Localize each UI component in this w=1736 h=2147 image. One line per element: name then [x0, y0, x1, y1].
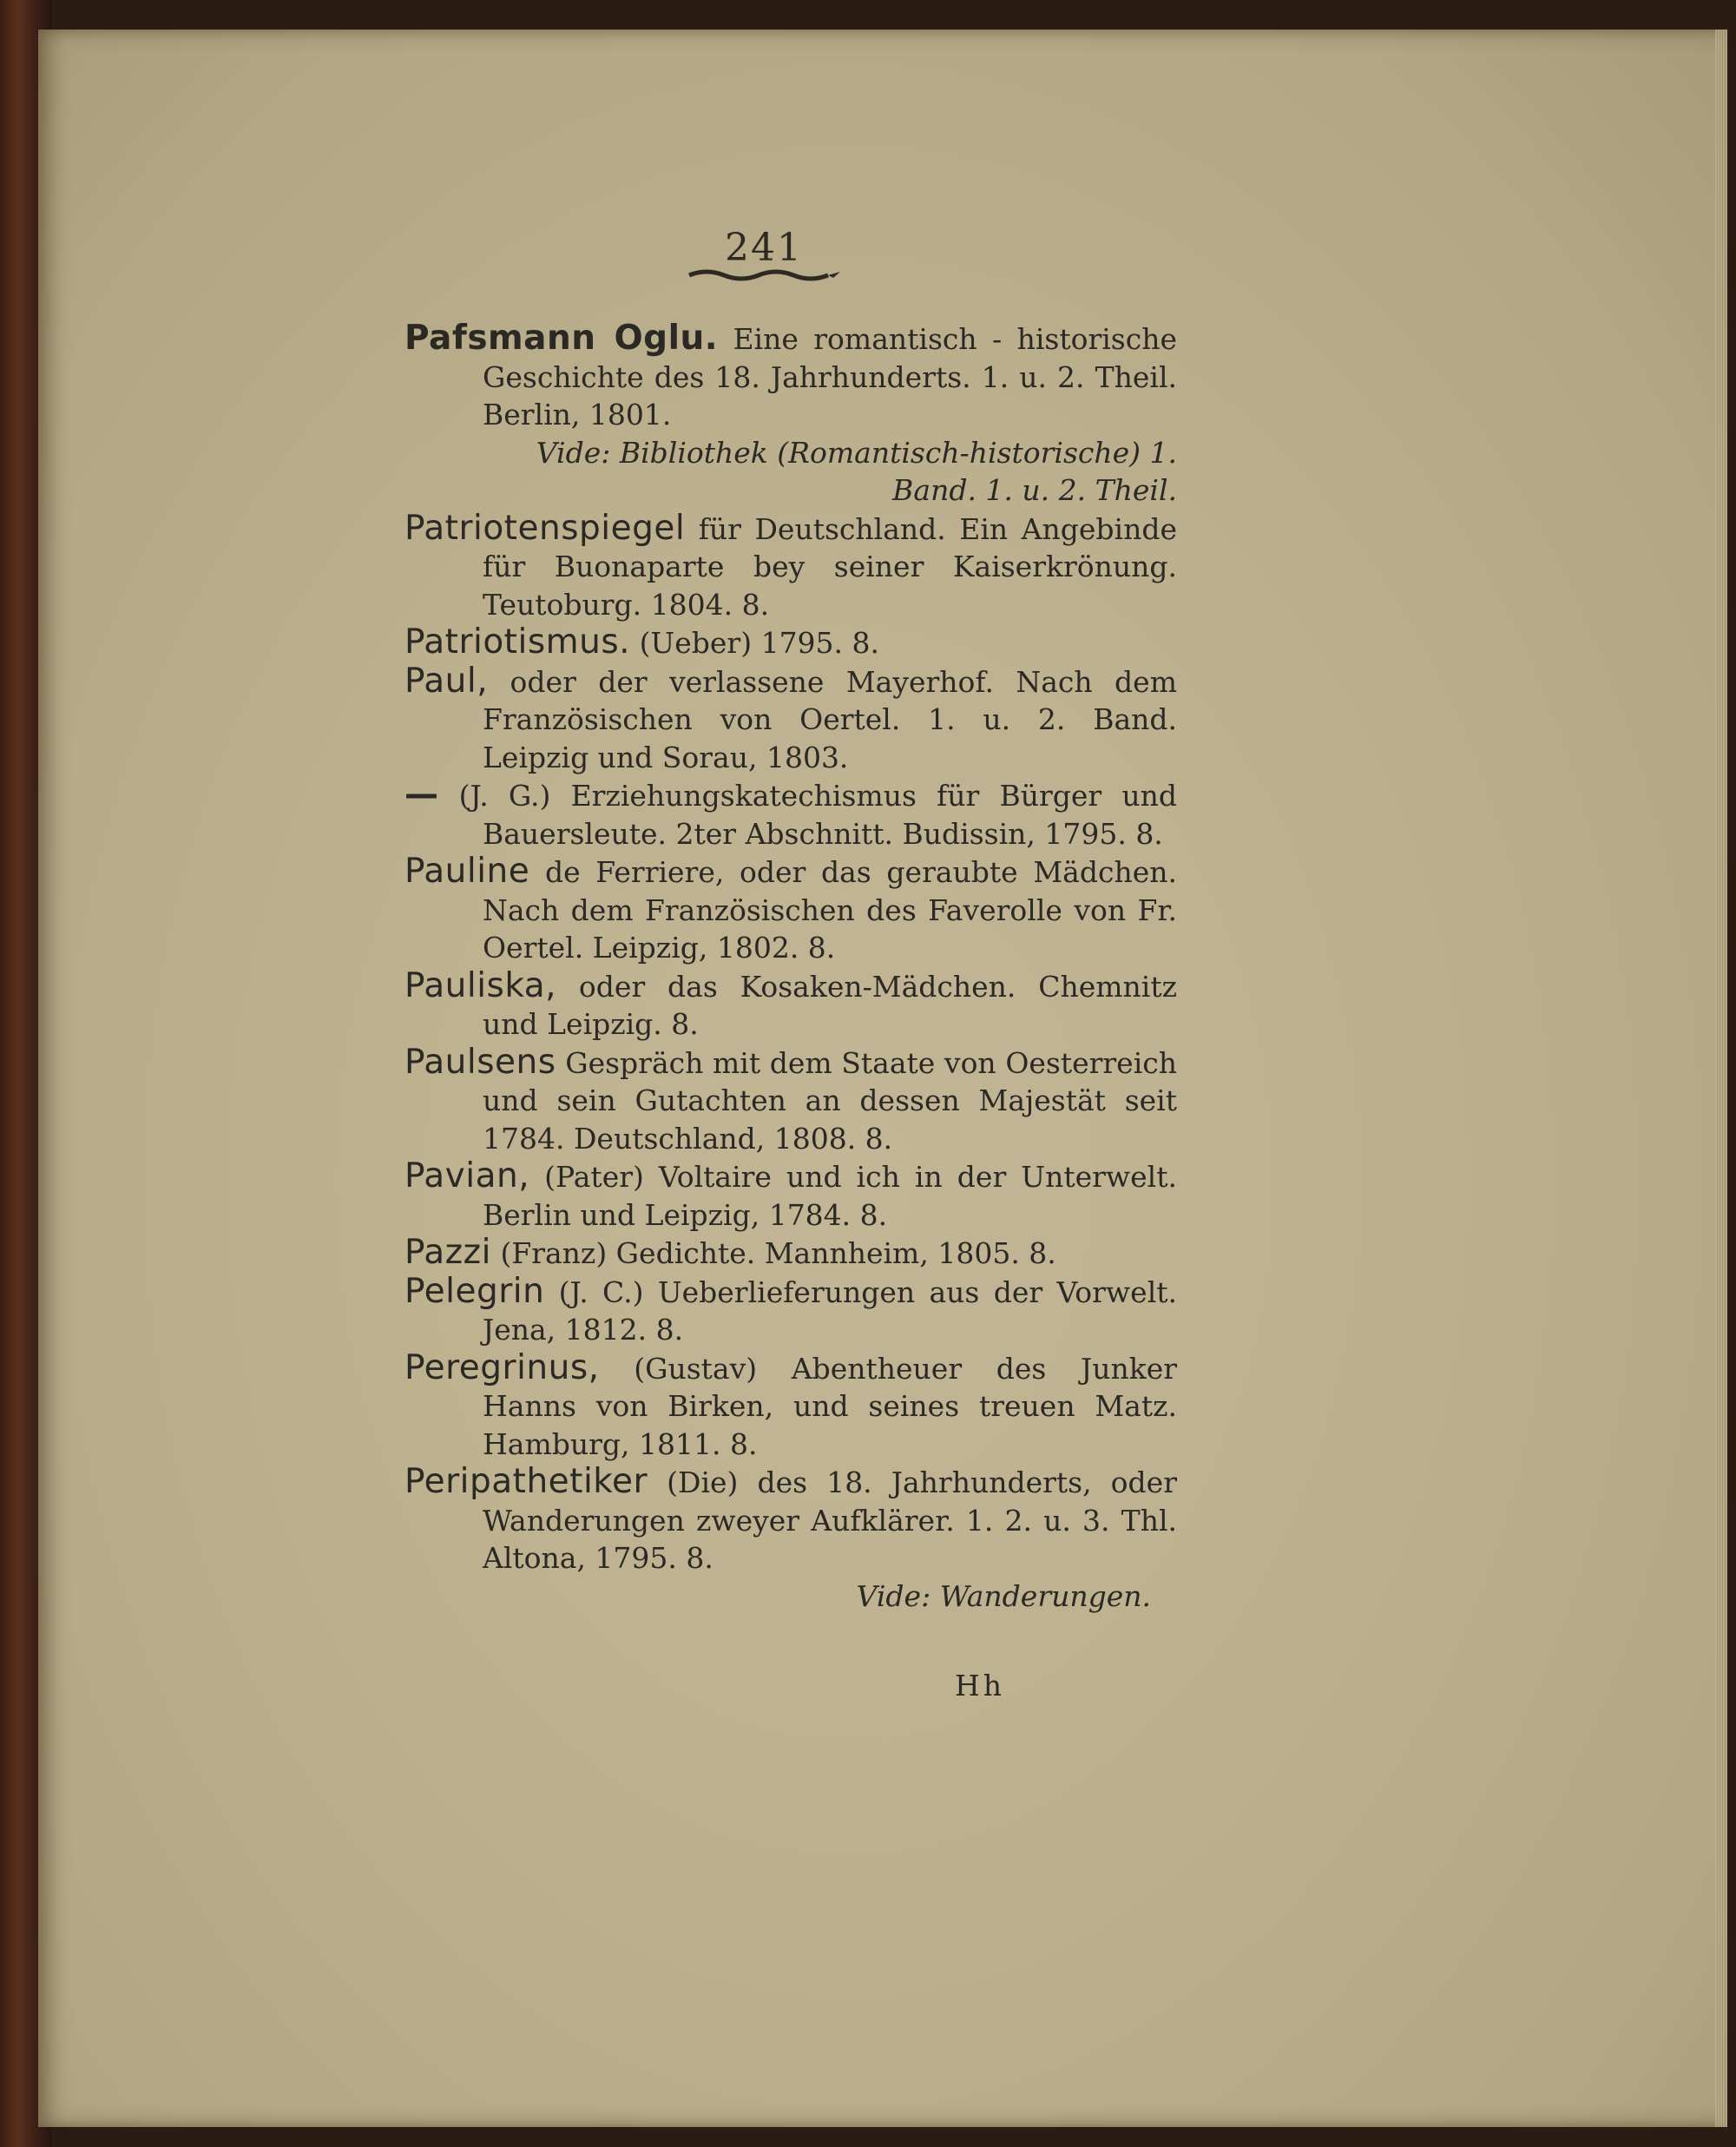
entry-patriotenspiegel [404, 510, 1177, 624]
vide-text: Wanderungen. [939, 1578, 1151, 1613]
entry-peripathetiker [404, 1463, 1177, 1577]
entry-text: Gespräch mit dem Staate von Oesterreich und sein Gutachten an dessen Majestät seit 1784. Deutschland, 1808. 8. [483, 1045, 1177, 1156]
vide-label: Vide: [536, 435, 611, 470]
entry-headword: Pauliska, [404, 965, 557, 1005]
vide-label: Vide: [856, 1578, 931, 1613]
entry-headword: Paulsens [404, 1042, 556, 1082]
page-fore-edge [1715, 30, 1727, 2127]
vide-reference [404, 1577, 1177, 1616]
entry-paul-jg [404, 776, 1177, 853]
entry-text: oder der verlassene Mayerhof. Nach dem Französischen von Oertel. 1. u. 2. Band. Leipzig und Sorau, 1803. [483, 664, 1177, 774]
entry-pavian [404, 1157, 1177, 1234]
entry-text: (J. G.) Erziehungskatechismus für Bürger und Bauersleute. 2ter Abschnitt. Budissin, 1795. 8. [458, 779, 1177, 851]
entry-text: (Ueber) 1795. 8. [639, 626, 880, 660]
vide-reference [404, 434, 1177, 510]
entry-text: (Die) des 18. Jahrhunderts, oder Wanderungen zweyer Aufklärer. 1. 2. u. 3. Thl. Altona, 1795. 8. [483, 1465, 1177, 1575]
entry-pauline [404, 853, 1177, 967]
entry-headword: Paul, [404, 661, 489, 701]
entry-headword: Pelegrin [404, 1271, 545, 1311]
entry-text: Eine romantisch - historische Geschichte des 18. Jahrhunderts. 1. u. 2. Theil. Berlin, 1801. [483, 322, 1177, 431]
entry-list [404, 319, 1177, 1615]
entry-pazzi [404, 1234, 1177, 1273]
entry-text: (J. C.) Ueberlieferungen aus der Vorwelt. Jena, 1812. 8. [483, 1274, 1178, 1347]
entry-paul [404, 662, 1177, 777]
page-number: 241 [725, 226, 803, 270]
entry-text: (Franz) Gedichte. Mannheim, 1805. 8. [500, 1236, 1056, 1270]
entry-text: (Gustav) Abentheuer des Junker Hanns von Birken, und seines treuen Matz. Hamburg, 1811. 8. [483, 1351, 1178, 1461]
entry-headword: Peripathetiker [404, 1462, 648, 1501]
entry-pauliska [404, 967, 1177, 1044]
entry-dash: — [404, 775, 439, 814]
entry-peregrinus [404, 1349, 1177, 1464]
entry-headword: Pafsmann Oglu. [404, 319, 719, 358]
entry-headword: Pauline [404, 852, 530, 891]
entry-pafsmann [404, 319, 1177, 434]
entry-headword: Pazzi [404, 1233, 491, 1272]
entry-headword: Patriotenspiegel [404, 508, 686, 548]
entry-text: oder das Kosaken-Mädchen. Chemnitz und Leipzig. 8. [483, 969, 1177, 1041]
entry-headword: Patriotismus. [404, 622, 631, 662]
entry-pelegrin [404, 1273, 1177, 1349]
entry-text: de Ferriere, oder das geraubte Mädchen. Nach dem Französischen des Faverolle von Fr. Oertel. Leipzig, 1802. 8. [483, 855, 1177, 965]
entry-paulsens [404, 1044, 1177, 1158]
vide-text: Bibliothek (Romantisch-historische) 1. Band. 1. u. 2. Theil. [619, 435, 1177, 507]
page-header [668, 226, 859, 282]
entry-headword: Pavian, [404, 1156, 530, 1195]
entry-text: (Pater) Voltaire und ich in der Unterwelt. Berlin und Leipzig, 1784. 8. [483, 1160, 1177, 1232]
entry-text: für Deutschland. Ein Angebinde für Buonaparte bey seiner Kaiserkrönung. Teutoburg. 1804. 8. [483, 511, 1178, 622]
entry-patriotismus [404, 623, 1177, 662]
entry-headword: Peregrinus, [404, 1347, 600, 1387]
signature-mark: Hh [955, 1669, 1006, 1702]
